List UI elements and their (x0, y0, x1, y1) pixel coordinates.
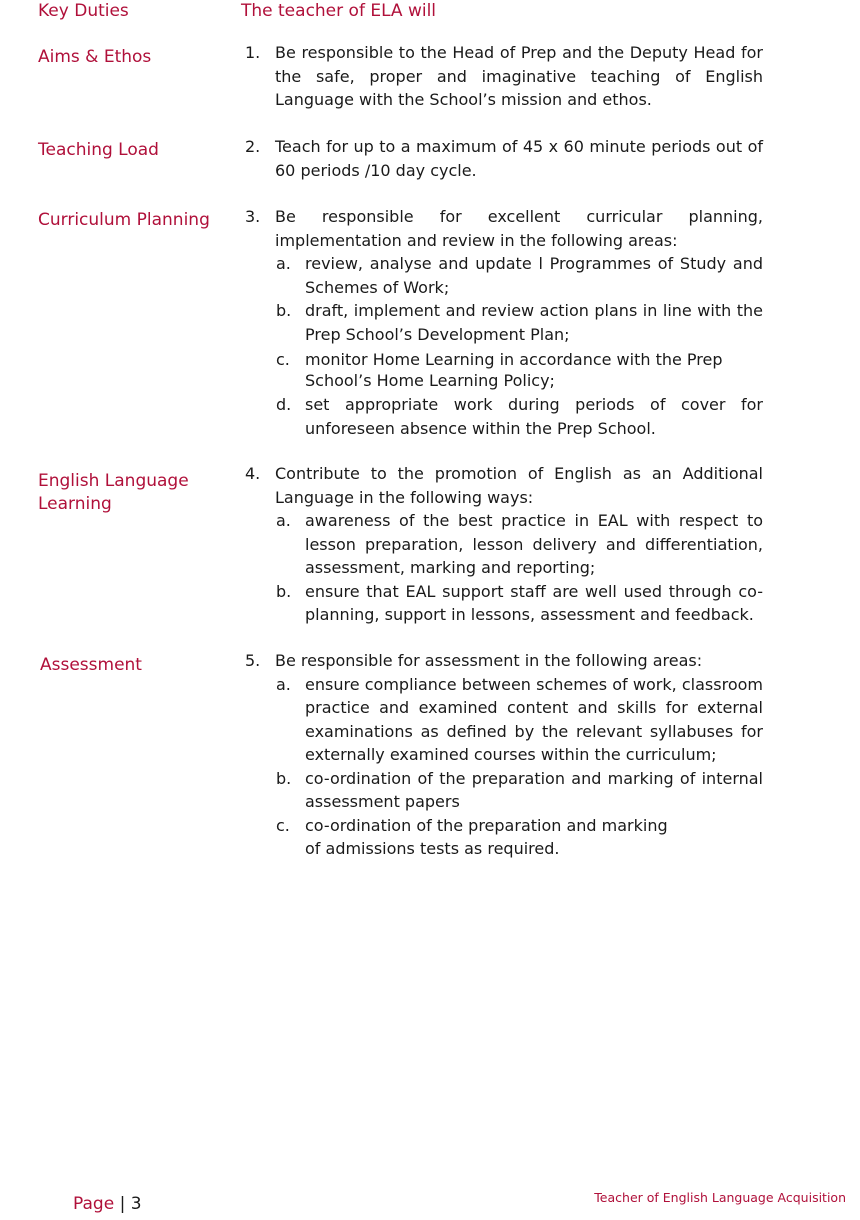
sub-item-letter: a. (276, 254, 291, 273)
duty-number: 1. (245, 43, 261, 62)
duty-item-3 (245, 205, 763, 440)
duty-text: Be responsible for excellent curricular planning, implementation and review in the following areas: (275, 207, 763, 250)
sub-item-letter: b. (276, 768, 292, 788)
sub-item (245, 393, 763, 440)
sub-item (245, 299, 763, 346)
sub-item (245, 349, 781, 391)
sub-item-letter: b. (276, 581, 292, 601)
sub-item-text: monitor Home Learning in accordance with the Prep School’s Home Learning Policy; (305, 350, 723, 390)
sub-item-letter: a. (276, 674, 291, 694)
section-label-line: Learning (38, 494, 112, 514)
sub-item (245, 509, 763, 580)
duty-text: Be responsible to the Head of Prep and the Deputy Head for the safe, proper and imaginative teaching of English Language with the School’s mission and ethos. (275, 43, 763, 109)
page-label: Page (73, 1194, 115, 1214)
section-label-curriculum-planning: Curriculum Planning (38, 210, 210, 230)
duty-number: 5. (245, 651, 261, 670)
duty-text: Contribute to the promotion of English as an Additional Language in the following ways: (275, 464, 763, 507)
sub-item (245, 252, 763, 299)
sub-item-text: draft, implement and review action plans in line with the Prep School’s Development Plan; (305, 301, 763, 344)
sub-item-letter: a. (276, 511, 291, 530)
sub-item (245, 580, 763, 627)
section-label-teaching-load: Teaching Load (38, 140, 159, 160)
sub-item-text: set appropriate work during periods of cover for unforeseen absence within the Prep School. (305, 395, 763, 438)
page-separator: | (119, 1194, 126, 1214)
document-title-footer: Teacher of English Language Acquisition (594, 1190, 846, 1205)
duty-number: 3. (245, 207, 261, 226)
section-label-english-language-learning (38, 470, 189, 516)
duty-number: 2. (245, 137, 261, 156)
duty-item-2 (245, 135, 763, 182)
duty-text: Be responsible for assessment in the following areas: (275, 651, 703, 670)
page-number-footer (73, 1194, 142, 1214)
section-label-aims-ethos: Aims & Ethos (38, 47, 152, 67)
sub-item-text: co-ordination of the preparation and marking of internal assessment papers (305, 768, 763, 811)
section-label-assessment: Assessment (40, 655, 142, 675)
sub-item-text: ensure that EAL support staff are well used through co-planning, support in lessons, assessment and feedback. (305, 581, 763, 624)
sub-item (245, 814, 685, 861)
sub-item-letter: c. (276, 815, 290, 835)
sub-item-text: review, analyse and update l Programmes of Study and Schemes of Work; (305, 254, 763, 297)
sub-item-letter: b. (276, 301, 292, 320)
duty-item-4 (245, 462, 763, 627)
sub-item-text: awareness of the best practice in EAL with respect to lesson preparation, lesson delivery and differentiation, assessment, marking and reporting; (305, 511, 763, 577)
duty-text: Teach for up to a maximum of 45 x 60 minute periods out of 60 periods /10 day cycle. (275, 137, 763, 180)
key-duties-heading: Key Duties (38, 1, 129, 21)
sub-item-text: co-ordination of the preparation and marking of admissions tests as required. (305, 815, 668, 858)
sub-item-letter: c. (276, 350, 290, 369)
sub-item (245, 767, 763, 814)
duty-item-1 (245, 41, 763, 112)
duty-item-5 (245, 649, 763, 861)
duty-number: 4. (245, 464, 261, 483)
sub-item (245, 673, 763, 767)
sub-item-text: ensure compliance between schemes of work, classroom practice and examined content and skills for external examinations as defined by the relevant syllabuses for externally examined courses within the curriculum; (305, 674, 763, 764)
sub-item-letter: d. (276, 395, 292, 414)
duties-intro-heading: The teacher of ELA will (241, 1, 437, 21)
page-number: 3 (130, 1194, 142, 1214)
section-label-line: English Language (38, 471, 189, 491)
